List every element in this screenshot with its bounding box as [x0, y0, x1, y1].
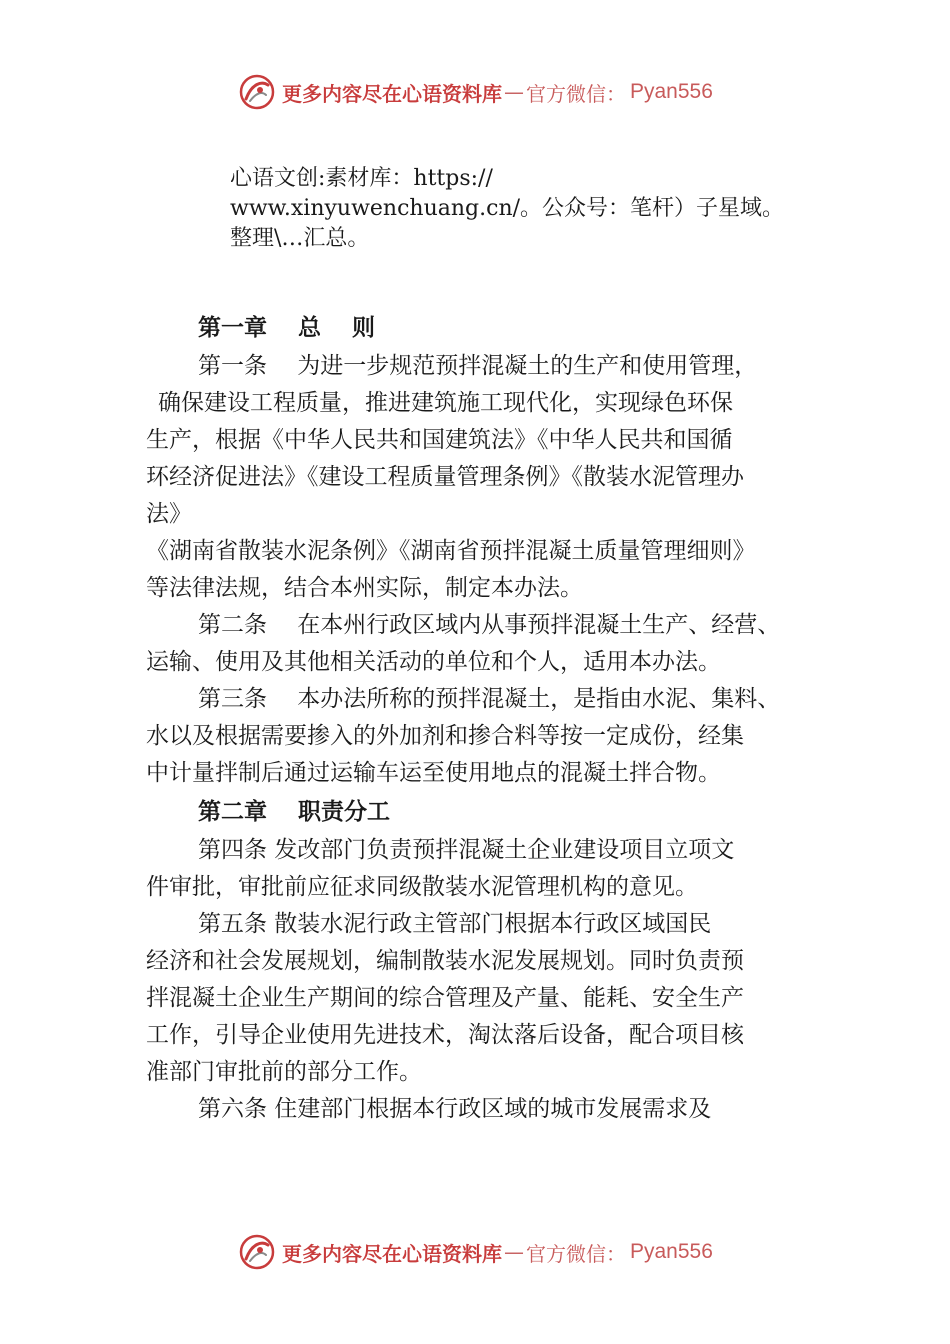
article-line: 经济和社会发展规划，编制散装水泥发展规划。同时负责预	[146, 948, 744, 974]
watermark-separator: —	[504, 1240, 524, 1264]
watermark-wechat-id: Pyan556	[630, 80, 713, 103]
source-note-line: 整理\…汇总。	[230, 226, 370, 251]
watermark-banner-top	[238, 72, 713, 112]
chapter-heading: 第二章 职责分工	[198, 799, 391, 825]
chapter-heading: 第一章 总 则	[198, 315, 376, 341]
source-note-line: 心语文创:素材库：https://	[230, 166, 493, 191]
article-line: 第一条 为进一步规范预拌混凝土的生产和使用管理，	[198, 353, 758, 379]
article-line: 中计量拌制后通过运输车运至使用地点的混凝土拌合物。	[146, 760, 721, 786]
article-line: 水以及根据需要掺入的外加剂和掺合料等按一定成份，经集	[146, 723, 744, 749]
article-line: 运输、使用及其他相关活动的单位和个人，适用本办法。	[146, 649, 721, 675]
article-line: 拌混凝土企业生产期间的综合管理及产量、能耗、安全生产	[146, 985, 744, 1011]
watermark-separator: —	[504, 80, 524, 104]
article-line: 第三条 本办法所称的预拌混凝土，是指由水泥、集料、	[198, 686, 781, 712]
document-body	[146, 308, 826, 1128]
article-line: 环经济促进法》《建设工程质量管理条例》《散装水泥管理办	[146, 464, 744, 490]
article-line: 法》	[146, 501, 192, 527]
source-note	[230, 164, 830, 254]
watermark-banner-bottom	[238, 1232, 713, 1272]
watermark-wechat-id: Pyan556	[630, 1240, 713, 1263]
article-line: 《湖南省散装水泥条例》《湖南省预拌混凝土质量管理细则》	[146, 538, 756, 564]
article-line: 确保建设工程质量，推进建筑施工现代化，实现绿色环保	[158, 390, 733, 416]
article-line: 第六条 住建部门根据本行政区域的城市发展需求及	[198, 1096, 712, 1122]
article-line: 第四条 发改部门负责预拌混凝土企业建设项目立项文	[198, 837, 735, 863]
article-line: 第五条 散装水泥行政主管部门根据本行政区域国民	[198, 911, 712, 937]
watermark-brand-text: 更多内容尽在心语资料库	[282, 1241, 502, 1266]
brand-logo-icon	[238, 1233, 276, 1271]
article-line: 准部门审批前的部分工作。	[146, 1059, 422, 1085]
watermark-wechat-label: 官方微信：	[526, 1241, 626, 1266]
article-line: 工作，引导企业使用先进技术，淘汰落后设备，配合项目核	[146, 1022, 744, 1048]
article-line: 第二条 在本州行政区域内从事预拌混凝土生产、经营、	[198, 612, 781, 638]
article-line: 等法律法规，结合本州实际，制定本办法。	[146, 575, 583, 601]
article-line: 件审批，审批前应征求同级散装水泥管理机构的意见。	[146, 874, 698, 900]
source-note-line: www.xinyuwenchuang.cn/。公众号：笔杆）子星域。	[230, 196, 785, 221]
watermark-brand-text: 更多内容尽在心语资料库	[282, 81, 502, 106]
brand-logo-icon	[238, 73, 276, 111]
watermark-wechat-label: 官方微信：	[526, 81, 626, 106]
article-line: 生产，根据《中华人民共和国建筑法》《中华人民共和国循	[146, 427, 733, 453]
